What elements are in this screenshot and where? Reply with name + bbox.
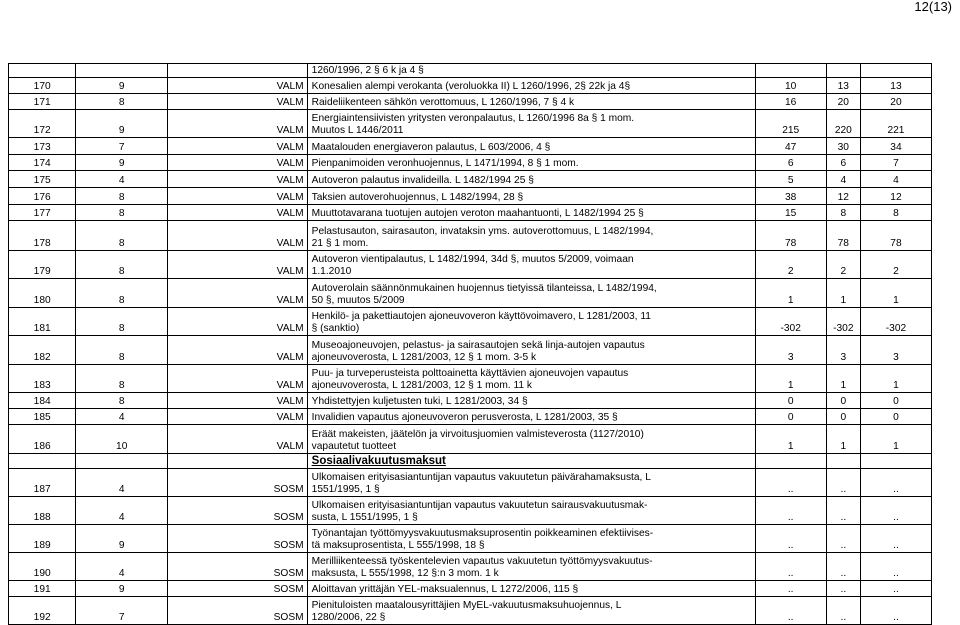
value-a-cell: -302 [755, 308, 826, 336]
category-cell: VALM [168, 78, 308, 94]
row-number: 180 [9, 279, 76, 308]
description-line: susta, L 1551/1995, 1 § [311, 512, 418, 523]
row-number: 183 [9, 365, 76, 393]
row-number: 189 [9, 525, 76, 553]
description-cell [307, 110, 755, 138]
description-line: Merilliikenteessä työskentelevien vapautus vakuutetun työttömyysvakuutus- [311, 556, 653, 567]
description-cell [307, 525, 755, 553]
chapter-cell [76, 64, 168, 78]
value-c-cell: 12 [860, 188, 931, 205]
description-line: Pienituloisten maatalousyrittäjien MyEL-vakuutusmaksuhuojennus, L [311, 600, 622, 611]
table-row [9, 251, 932, 279]
row-number [9, 64, 76, 78]
row-number: 181 [9, 308, 76, 336]
chapter-cell: 8 [76, 365, 168, 393]
value-b-cell: 1 [826, 425, 860, 454]
row-number: 185 [9, 409, 76, 425]
chapter-cell: 8 [76, 393, 168, 409]
description-line: Konesalien alempi verokanta (veroluokka II) L 1260/1996, 2§ 22k ja 4§ [311, 81, 631, 92]
value-b-cell: .. [826, 497, 860, 525]
chapter-cell: 4 [76, 497, 168, 525]
description-cell [307, 138, 755, 155]
chapter-cell: 4 [76, 553, 168, 581]
chapter-cell: 4 [76, 171, 168, 188]
row-number: 173 [9, 138, 76, 155]
description-cell [307, 469, 755, 497]
description-line: ajoneuvoverosta, L 1281/2003, 12 § 1 mom. 3-5 k [311, 352, 537, 363]
row-number: 190 [9, 553, 76, 581]
category-cell: SOSM [168, 469, 308, 497]
description-line: § (sanktio) [311, 323, 360, 334]
description-cell [307, 221, 755, 251]
value-b-cell: 0 [826, 409, 860, 425]
chapter-cell: 9 [76, 525, 168, 553]
value-c-cell [860, 64, 931, 78]
category-cell: VALM [168, 251, 308, 279]
chapter-cell: 4 [76, 469, 168, 497]
value-b-cell: 8 [826, 205, 860, 221]
table-row [9, 78, 932, 94]
value-c-cell: 1 [860, 365, 931, 393]
table-row [9, 597, 932, 625]
description-cell [307, 171, 755, 188]
value-b-cell [826, 454, 860, 469]
category-cell: VALM [168, 365, 308, 393]
category-cell: SOSM [168, 525, 308, 553]
row-number: 178 [9, 221, 76, 251]
value-c-cell: .. [860, 469, 931, 497]
description-line: Taksien autoverohuojennus, L 1482/1994, 28 § [311, 192, 524, 203]
row-number: 182 [9, 336, 76, 365]
category-cell: SOSM [168, 497, 308, 525]
row-number: 192 [9, 597, 76, 625]
value-a-cell: .. [755, 525, 826, 553]
value-b-cell: 1 [826, 365, 860, 393]
value-b-cell: 0 [826, 393, 860, 409]
table-row [9, 155, 932, 171]
category-cell [168, 64, 308, 78]
value-b-cell: 30 [826, 138, 860, 155]
category-cell: VALM [168, 188, 308, 205]
value-a-cell: 10 [755, 78, 826, 94]
description-cell [307, 205, 755, 221]
value-b-cell [826, 64, 860, 78]
value-a-cell: 15 [755, 205, 826, 221]
value-c-cell [860, 454, 931, 469]
value-a-cell: .. [755, 497, 826, 525]
description-line: Muutos L 1446/2011 [311, 125, 404, 136]
description-line: Yhdistettyjen kuljetusten tuki, L 1281/2003, 34 § [311, 396, 528, 407]
table-row [9, 553, 932, 581]
description-cell [307, 94, 755, 110]
page-number: 12(13) [914, 0, 952, 14]
description-line: Eräät makeisten, jäätelön ja virvoitusjuomien valmisteverosta (1127/2010) [311, 429, 644, 440]
row-number: 187 [9, 469, 76, 497]
row-number: 176 [9, 188, 76, 205]
value-b-cell: 220 [826, 110, 860, 138]
description-cell [307, 597, 755, 625]
chapter-cell: 8 [76, 94, 168, 110]
description-cell [307, 393, 755, 409]
row-number: 172 [9, 110, 76, 138]
description-line: ajoneuvoverosta, L 1281/2003, 12 § 1 mom. 11 k [311, 380, 532, 391]
value-a-cell: 38 [755, 188, 826, 205]
table-row [9, 205, 932, 221]
value-c-cell: 3 [860, 336, 931, 365]
description-line: Museoajoneuvojen, pelastus- ja sairasautojen sekä linja-autojen vapautus [311, 340, 645, 351]
category-cell: VALM [168, 308, 308, 336]
table-row [9, 64, 932, 78]
value-c-cell: 1 [860, 279, 931, 308]
value-c-cell: 20 [860, 94, 931, 110]
description-line: Henkilö- ja pakettiautojen ajoneuvoveron käyttövoimavero, L 1281/2003, 11 [311, 311, 651, 322]
category-cell: SOSM [168, 553, 308, 581]
chapter-cell: 8 [76, 308, 168, 336]
description-cell [307, 454, 755, 469]
value-c-cell: .. [860, 525, 931, 553]
description-line: 1551/1995, 1 § [311, 484, 380, 495]
value-c-cell: .. [860, 553, 931, 581]
description-cell [307, 581, 755, 597]
value-a-cell: 16 [755, 94, 826, 110]
chapter-cell: 7 [76, 597, 168, 625]
description-line: Muuttotavarana tuotujen autojen veroton maahantuonti, L 1482/1994 25 § [311, 208, 644, 219]
description-cell [307, 188, 755, 205]
value-c-cell: 8 [860, 205, 931, 221]
table-row [9, 110, 932, 138]
table-row [9, 581, 932, 597]
chapter-cell: 8 [76, 221, 168, 251]
value-b-cell: .. [826, 553, 860, 581]
category-cell: VALM [168, 279, 308, 308]
chapter-cell: 9 [76, 78, 168, 94]
chapter-cell: 8 [76, 336, 168, 365]
value-b-cell: 4 [826, 171, 860, 188]
table-row [9, 171, 932, 188]
value-c-cell: 0 [860, 393, 931, 409]
value-a-cell: 47 [755, 138, 826, 155]
value-a-cell: 0 [755, 409, 826, 425]
value-b-cell: 12 [826, 188, 860, 205]
chapter-cell: 4 [76, 409, 168, 425]
value-b-cell: 6 [826, 155, 860, 171]
value-b-cell: 3 [826, 336, 860, 365]
description-cell [307, 553, 755, 581]
description-cell [307, 78, 755, 94]
description-line: 21 § 1 mom. [311, 238, 369, 249]
chapter-cell: 8 [76, 279, 168, 308]
chapter-cell: 8 [76, 205, 168, 221]
table-row [9, 336, 932, 365]
description-cell [307, 155, 755, 171]
category-cell: VALM [168, 221, 308, 251]
chapter-cell: 7 [76, 138, 168, 155]
row-number: 175 [9, 171, 76, 188]
table-row [9, 497, 932, 525]
value-b-cell: 13 [826, 78, 860, 94]
chapter-cell: 9 [76, 155, 168, 171]
value-a-cell: 1 [755, 279, 826, 308]
category-cell: SOSM [168, 581, 308, 597]
description-line: Energiaintensiivisten yritysten veronpalautus, L 1260/1996 8a § 1 mom. [311, 113, 635, 124]
description-line: Puu- ja turveperusteista polttoainetta käyttävien ajoneuvojen vapautus [311, 368, 629, 379]
value-b-cell: 1 [826, 279, 860, 308]
description-line: 1280/2006, 22 § [311, 612, 386, 623]
description-cell [307, 308, 755, 336]
value-c-cell: 7 [860, 155, 931, 171]
value-a-cell: 2 [755, 251, 826, 279]
description-cell [307, 497, 755, 525]
row-number: 174 [9, 155, 76, 171]
value-c-cell: .. [860, 497, 931, 525]
value-b-cell: .. [826, 525, 860, 553]
row-number: 188 [9, 497, 76, 525]
category-cell: VALM [168, 409, 308, 425]
value-a-cell [755, 64, 826, 78]
value-a-cell: 78 [755, 221, 826, 251]
chapter-cell [76, 454, 168, 469]
description-line: Autoveron vientipalautus, L 1482/1994, 34d §, muutos 5/2009, voimaan [311, 254, 634, 265]
description-line: tä maksuprosentista, L 555/1998, 18 § [311, 540, 485, 551]
value-c-cell: 221 [860, 110, 931, 138]
description-cell [307, 409, 755, 425]
value-c-cell: 78 [860, 221, 931, 251]
row-number [9, 454, 76, 469]
category-cell: VALM [168, 138, 308, 155]
description-line: Autoveron palautus invalideilla. L 1482/1994 25 § [311, 175, 534, 186]
description-cell [307, 64, 755, 78]
value-a-cell: 0 [755, 393, 826, 409]
value-a-cell [755, 454, 826, 469]
description-line: Maatalouden energiaveron palautus, L 603/2006, 4 § [311, 142, 551, 153]
description-cell [307, 279, 755, 308]
value-a-cell: .. [755, 553, 826, 581]
table-row [9, 525, 932, 553]
category-cell: VALM [168, 205, 308, 221]
value-a-cell: .. [755, 469, 826, 497]
table-row [9, 221, 932, 251]
description-line: vapautetut tuotteet [311, 441, 397, 452]
row-number: 179 [9, 251, 76, 279]
description-cell [307, 365, 755, 393]
category-cell: VALM [168, 425, 308, 454]
table-body [9, 64, 932, 625]
description-line: Raideliikenteen sähkön verottomuus, L 1260/1996, 7 § 4 k [311, 97, 575, 108]
description-cell [307, 425, 755, 454]
value-b-cell: -302 [826, 308, 860, 336]
category-cell: VALM [168, 393, 308, 409]
value-c-cell: 13 [860, 78, 931, 94]
value-a-cell: 5 [755, 171, 826, 188]
row-number: 177 [9, 205, 76, 221]
description-line: Työnantajan työttömyysvakuutusmaksuprosentin poikkeaminen efektiivises- [311, 528, 654, 539]
value-b-cell: 2 [826, 251, 860, 279]
description-line: maksusta, L 555/1998, 12 §:n 3 mom. 1 k [311, 568, 499, 579]
chapter-cell: 8 [76, 251, 168, 279]
value-a-cell: .. [755, 597, 826, 625]
row-number: 191 [9, 581, 76, 597]
description-line: Autoverolain säännönmukainen huojennus tietyissä tilanteissa, L 1482/1994, [311, 283, 657, 294]
table-row [9, 409, 932, 425]
value-c-cell: 4 [860, 171, 931, 188]
value-c-cell: 2 [860, 251, 931, 279]
description-line: 50 §, muutos 5/2009 [311, 295, 405, 306]
category-cell: SOSM [168, 597, 308, 625]
table-row [9, 454, 932, 469]
tax-subsidy-table [8, 63, 932, 625]
row-number: 186 [9, 425, 76, 454]
value-a-cell: 215 [755, 110, 826, 138]
description-line: Ulkomaisen erityisasiantuntijan vapautus vakuutetun sairausvakuutusmak- [311, 500, 648, 511]
category-cell: VALM [168, 110, 308, 138]
description-cell [307, 336, 755, 365]
table-row [9, 308, 932, 336]
table-row [9, 138, 932, 155]
table-row [9, 94, 932, 110]
value-a-cell: 1 [755, 365, 826, 393]
chapter-cell: 10 [76, 425, 168, 454]
category-cell: VALM [168, 94, 308, 110]
category-cell [168, 454, 308, 469]
value-c-cell: 1 [860, 425, 931, 454]
description-line: Pelastusauton, sairasauton, invataksin yms. autoverottomuus, L 1482/1994, [311, 226, 654, 237]
value-c-cell: 0 [860, 409, 931, 425]
category-cell: VALM [168, 336, 308, 365]
table-row [9, 393, 932, 409]
description-line: 1260/1996, 2 § 6 k ja 4 § [311, 65, 424, 76]
table-row [9, 365, 932, 393]
value-c-cell: 34 [860, 138, 931, 155]
value-b-cell: .. [826, 469, 860, 497]
value-b-cell: 78 [826, 221, 860, 251]
category-cell: VALM [168, 155, 308, 171]
value-b-cell: .. [826, 597, 860, 625]
chapter-cell: 8 [76, 188, 168, 205]
table-row [9, 279, 932, 308]
chapter-cell: 9 [76, 110, 168, 138]
table-row [9, 188, 932, 205]
value-c-cell: -302 [860, 308, 931, 336]
description-line: Ulkomaisen erityisasiantuntijan vapautus vakuutetun päivärahamaksusta, L [311, 472, 651, 483]
value-c-cell: .. [860, 597, 931, 625]
value-a-cell: 3 [755, 336, 826, 365]
table-row [9, 469, 932, 497]
chapter-cell: 9 [76, 581, 168, 597]
value-a-cell: 1 [755, 425, 826, 454]
value-a-cell: .. [755, 581, 826, 597]
value-c-cell: .. [860, 581, 931, 597]
value-b-cell: 20 [826, 94, 860, 110]
value-b-cell: .. [826, 581, 860, 597]
description-line: Pienpanimoiden veronhuojennus, L 1471/1994, 8 § 1 mom. [311, 158, 579, 169]
section-heading: Sosiaalivakuutusmaksut [311, 455, 446, 467]
description-cell [307, 251, 755, 279]
description-line: Invalidien vapautus ajoneuvoveron perusverosta, L 1281/2003, 35 § [311, 412, 618, 423]
category-cell: VALM [168, 171, 308, 188]
row-number: 170 [9, 78, 76, 94]
row-number: 171 [9, 94, 76, 110]
row-number: 184 [9, 393, 76, 409]
table-row [9, 425, 932, 454]
description-line: 1.1.2010 [311, 266, 352, 277]
value-a-cell: 6 [755, 155, 826, 171]
description-line: Aloittavan yrittäjän YEL-maksualennus, L 1272/2006, 115 § [311, 584, 579, 595]
